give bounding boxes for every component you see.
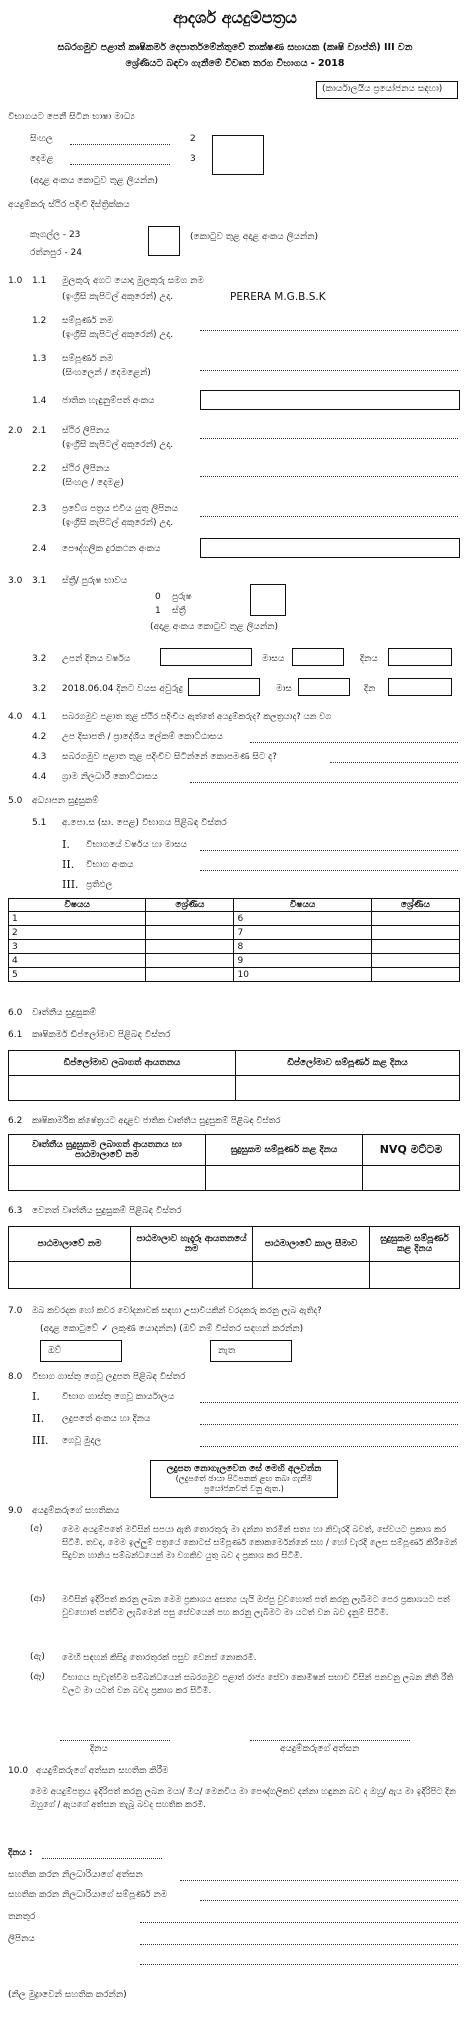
attest-heading: අයදුම්කරුගේ අත්සන සහතික කිරීම (36, 1766, 169, 1776)
age-day-box[interactable] (388, 678, 452, 696)
grade-cell[interactable] (146, 926, 234, 940)
sec-6-3-num: 6.3 (8, 1206, 23, 1216)
name-initials-label: මුලකුරු අගට යොදා මුලකුරු සමග නම (62, 276, 204, 286)
female-code: 1 (155, 606, 161, 616)
office-use-label: (කාර්යාලයීය ප්‍රයෝජනය සඳහා) (322, 84, 443, 94)
table-row (9, 926, 460, 940)
grade-text: III වන (384, 42, 413, 53)
decl-signature-field[interactable] (250, 1740, 410, 1741)
decl-d-num: (ඈ) (30, 1672, 45, 1682)
ol-i1-num: I. (62, 838, 70, 851)
age-month-box[interactable] (298, 678, 350, 696)
si-ta-label: (සිංහලෙන් / දෙමළෙන්) (62, 368, 151, 378)
nvq-date-cell[interactable] (206, 1166, 363, 1191)
ol-index-field[interactable] (200, 870, 458, 871)
grade-cell[interactable] (371, 912, 459, 926)
attest-body: මෙම අයදුම්පත්‍රය ඉදිරිපත් කරනු ලබන මයා/ මිය/ මෙනවිය මා පෞද්ගලිකව දන්නා හඳුනන බව ද ඔහු/ ඇය මා ඉදිරිපිට දින ඔහුගේ / ඇයගේ අත්සන තැබූ බවද සහතික කරමි. (30, 1787, 456, 1810)
gender-note: (අදාළ අංකය කොටුව තුළ ලියන්න) (150, 622, 278, 632)
notice-line2: (ලදුපතේ ඡායා පිටපතක් ළඟ තබා ගැනීම ප්‍රයෝජනවත් වනු ඇත.) (175, 1474, 313, 1493)
diploma-date-header: ඩිප්ලෝමාව සම්පූර්ණ කළ දිනය (236, 1051, 460, 1076)
cert-name-label: සහතික කරන නිලධාරියාගේ සම්පූර්ණ නම (8, 1890, 168, 1900)
ol-year-field[interactable] (200, 850, 458, 851)
district-opt1: කෑගල්ල - 23 (30, 230, 81, 240)
nvq-institute-cell[interactable] (9, 1166, 206, 1191)
fee-heading: විභාග ගාස්තු ගෙවූ ලදුපත පිළිබඳ විස්තර (32, 1372, 186, 1382)
sec-6-1-num: 6.1 (8, 1030, 23, 1040)
sec-4-4-num: 4.4 (32, 772, 47, 782)
age-label: 2018.06.04 දිනට වයස අවුරුදු (62, 684, 183, 694)
q42-field[interactable] (250, 742, 458, 743)
table-row (9, 968, 460, 982)
course-name-cell[interactable] (9, 1262, 131, 1289)
attest-date-field[interactable] (42, 1858, 162, 1859)
gender-input-box[interactable] (250, 584, 286, 616)
diploma-table (8, 1050, 460, 1101)
grade-cell[interactable] (146, 954, 234, 968)
district-heading: අයදුම්කරු ස්ථිර පදිංචි දිස්ත්‍රික්කය (8, 200, 130, 210)
sec-10-num: 10.0 (8, 1766, 29, 1776)
postal-field[interactable] (200, 516, 458, 517)
cert-address-label: ලිපිනය (8, 1934, 35, 1944)
addr-en-label: ස්ථිර ලිපිනය (62, 426, 110, 436)
phone-label: පෞද්ගලික දුරකථන අංකය (62, 544, 161, 554)
ol-results-table (8, 898, 460, 982)
medium-note: (අදාළ අංකය කොටුව තුළ ලියන්න) (30, 176, 158, 186)
full-name-si-label: සම්පූර්ණ නම (62, 354, 114, 364)
district-input-box[interactable] (148, 226, 180, 256)
fee-office-field[interactable] (200, 1402, 458, 1403)
sec-4-num: 4.0 (8, 712, 23, 722)
phone-input-box[interactable] (200, 538, 460, 558)
district-opt2: රත්නපුර - 24 (30, 248, 83, 258)
addr-en-field[interactable] (200, 438, 458, 439)
notice-line1: ලදුපත නොගැලවෙන සේ මෙහි අලවන්න (166, 1464, 322, 1474)
age-month-label: මාස (276, 684, 292, 694)
dob-day-box[interactable] (388, 648, 452, 666)
sec-2-1-num: 2.1 (32, 426, 47, 436)
row-num: 5 (9, 968, 146, 982)
course-duration-cell[interactable] (253, 1262, 370, 1289)
sec-3-1-num: 3.1 (32, 576, 47, 586)
dob-month-box[interactable] (292, 648, 344, 666)
sec-1-4-num: 1.4 (32, 396, 47, 406)
course-duration-header: පාඨමාලාවේ කාල සීමාව (253, 1227, 370, 1262)
female-label: ස්ත්‍රී (172, 606, 186, 616)
conviction-note: (අදාළ කොටුවේ ✓ ලකුණ යොදන්න) (ඔව් නම් විස්තර සඳහන් කරන්න) (40, 1324, 304, 1334)
english-caps-label-2: (ඉංග්‍රීසි කැපිටල් අකුරෙන්) උදා. (62, 330, 174, 340)
row-num: 10 (234, 968, 371, 982)
designation-label: තනතුර (8, 1912, 36, 1922)
row-num: 7 (234, 926, 371, 940)
english-caps-label: (ඉංග්‍රීසි කැපිටල් අකුරෙන්) උදා. (62, 292, 174, 302)
fee-amount-field[interactable] (200, 1446, 458, 1447)
row-num: 9 (234, 954, 371, 968)
decl-c-num: (ඇ) (30, 1652, 45, 1662)
sec-5-num: 5.0 (8, 796, 23, 806)
q44-label: ග්‍රාම නිලධාරී කොට්ඨාසය (62, 772, 158, 782)
male-code: 0 (155, 592, 161, 602)
sec-1-num: 1.0 (8, 276, 23, 286)
sec-4-3-num: 4.3 (32, 752, 47, 762)
sec-4-1-num: 4.1 (32, 712, 47, 722)
fee-office-label: විභාග ගාස්තු ගෙවූ කාර්යාලය (62, 1392, 175, 1402)
medium-opt1-code: 2 (190, 134, 196, 144)
row-num: 8 (234, 940, 371, 954)
row-num: 6 (234, 912, 371, 926)
nvq-label: කෘෂිකාර්මික ක්ෂේත්‍රයට අදාළව ජාතික වෘත්තීය සුදුසුකම් පිළිබඳ විස්තර (32, 1116, 281, 1126)
declaration-heading: අයදුම්කරුගේ සහතිකය (32, 1506, 120, 1516)
col-grade-2: ශ්‍රේණිය (371, 899, 459, 912)
full-name-si-field[interactable] (200, 370, 458, 371)
grade-cell[interactable] (371, 940, 459, 954)
sec-3-2b-num: 3.2 (32, 684, 47, 694)
designation-field[interactable] (140, 1922, 458, 1923)
sec-6-num: 6.0 (8, 1008, 23, 1018)
sec-2-2-num: 2.2 (32, 464, 47, 474)
male-label: පුරුෂ (172, 592, 192, 602)
fee-i3-num: III. (32, 1434, 49, 1447)
medium-input-box[interactable] (212, 135, 264, 175)
sec-8-num: 8.0 (8, 1372, 23, 1382)
nvq-date-header: සුදුසුකම සම්පූර්ණ කළ දිනය (206, 1135, 363, 1166)
decl-b-num: (ආ) (30, 1594, 46, 1604)
grade-cell[interactable] (371, 954, 459, 968)
q42-label: උප දිසාපති / ප්‍රාදේශීය ලේකම් කොට්ඨාසය (62, 732, 223, 742)
sec-4-2-num: 4.2 (32, 732, 47, 742)
other-qual-table (8, 1226, 460, 1289)
row-num: 1 (9, 912, 146, 926)
addr-si-note: (සිංහල / දෙමළ) (62, 478, 124, 488)
fee-i2-num: II. (32, 1412, 45, 1425)
ol-result-label: ප්‍රතිඵල (86, 880, 113, 890)
cert-address-field[interactable] (140, 1944, 458, 1945)
ol-index-label: විභාග අංකය (86, 860, 134, 870)
nic-input-box[interactable] (200, 390, 460, 410)
medium-opt2-code: 3 (190, 154, 196, 164)
q41-label: සබරගමුව පළාත තුළ ස්ථිර පදිංචිය ඇත්තේ අයදුම්කරුද? කලත්‍රයාද? යන වග (62, 712, 332, 722)
gender-label: ස්ත්‍රී/ පුරුෂ භාවය (62, 576, 128, 586)
course-institute-cell[interactable] (131, 1262, 253, 1289)
dob-year-box[interactable] (160, 648, 252, 666)
medium-opt2: දෙමළ (30, 154, 54, 164)
no-label: නැත (218, 1346, 236, 1356)
ol-i2-num: II. (62, 858, 75, 871)
medium-opt1: සිංහල (30, 134, 53, 144)
cert-sig-label: සහතික කරන නිලධාරියාගේ අත්සන (8, 1870, 143, 1880)
sec-7-num: 7.0 (8, 1306, 23, 1316)
ol-i3-num: III. (62, 878, 79, 891)
q44-field[interactable] (190, 782, 458, 783)
form-subtitle-1 (20, 40, 450, 55)
decl-a-num: (අ) (30, 1524, 43, 1534)
addr-en-caps: (ඉංග්‍රීසි කැපිටල් අකුරෙන්) උදා. (62, 440, 174, 450)
postal-caps: (ඉංග්‍රීසි කැපිටල් අකුරෙන්) උදා. (62, 518, 174, 528)
nvq-level-cell[interactable] (363, 1166, 460, 1191)
col-grade-1: ශ්‍රේණිය (146, 899, 234, 912)
nvq-institute-header: වෘත්තීය සුදුසුකම ලබාගත් ආයතනය හා පාඨමාලාවේ නම (9, 1135, 206, 1166)
education-heading: අධ්‍යාපන සුදුසුකම් (32, 796, 99, 806)
sec-3-2a-num: 3.2 (32, 654, 47, 664)
ol-details-label: අ.පො.ස (සා. පෙළ) විභාගය පිළිබඳ විස්තර (62, 818, 227, 828)
fee-receipt-field[interactable] (200, 1424, 458, 1425)
sec-2-num: 2.0 (8, 426, 23, 436)
subtitle-text: සබරගමුව පළාත් කෘෂිකර්ම දෙපාර්තමේන්තුවේ තාක්ෂණ සහායක (කෘෂි ව්‍යාප්ති) (57, 42, 381, 53)
other-qual-label: වෙනත් වෘත්තීය සුදුසුකම් පිළිබඳ විස්තර (32, 1206, 182, 1216)
fee-i1-num: I. (32, 1390, 40, 1403)
diploma-institute-header: ඩිප්ලෝමාව ලබාගත් ආයතනය (9, 1051, 236, 1076)
full-name-label: සම්පූර්ණ නම (62, 316, 114, 326)
sec-1-3-num: 1.3 (32, 354, 47, 364)
sec-1-1-num: 1.1 (32, 276, 47, 286)
cert-address-field-2[interactable] (140, 1964, 458, 1965)
grade-cell[interactable] (371, 968, 459, 982)
vocational-heading: වෘත්තීය සුදුසුකම් (32, 1008, 97, 1018)
sec-2-4-num: 2.4 (32, 544, 47, 554)
conviction-question: ඔබ කවරදක හෝ කවර චෝදනාවක් සඳහා උසාවියකින් වරදකරු කරනු ලැබ ඇතිද? (32, 1306, 322, 1316)
district-note: (කොටුව තුළ අදාළ අංකය ලියන්න) (190, 232, 318, 242)
col-subject-2: විෂයය (234, 899, 371, 912)
nvq-level-header: NVQ මට්ටම (363, 1135, 460, 1166)
decl-b-text: මවිසින් ඉදිරිපත් කරනු ලබන මෙම ප්‍රකාශය අසත්‍ය යැයි ඔප්පු වුවහොත් පත් කරනු ලැබීමට පෙර ප්‍රකාශයට පත් වුවහොත් පත්වීම ලැබීමෙන් පසු සේවයෙන් පහ කරනු ලැබීමට මා යටත් වන බව දැනුම් සිටිමි. (62, 1595, 450, 1618)
attest-date-label: දිනය : (8, 1848, 33, 1858)
dob-day-label: දිනය (360, 654, 378, 664)
ol-year-label: විභාගයේ වර්ෂය හා මාසය (86, 840, 188, 850)
course-name-header: පාඨමාලාවේ නම (9, 1227, 131, 1262)
nvq-table (8, 1134, 460, 1191)
medium-heading: විභාගයට පෙනී සිටින භාෂා මාධ්‍ය (8, 112, 135, 122)
decl-d-text: විභාගය පැවැත්වීම සම්බන්ධයෙන් සබරගමුව පළාත් රාජ්‍ය සේවා කොමිෂන් සභාව විසින් පනවනු ලබන නීති රීති වලට මා යටත් වන බවද ප්‍රකාශ කර සිටිමි. (62, 1673, 454, 1696)
q43-label: සබරගමුව පළාත තුළ පදිංචිව සිටින්නේ කොපමණ සිට ද? (62, 752, 277, 762)
dob-label: උපන් දිනය වර්ෂය (62, 654, 131, 664)
col-subject-1: විෂයය (9, 899, 146, 912)
sec-2-3-num: 2.3 (32, 504, 47, 514)
decl-a-text: මෙම අයදුම්පතේ මවිසින් සපයා ඇති තොරතුරු මා දන්නා තරමින් සත්‍ය හා නිවැරදි බවත්, සේවයට ප්‍රකාශ කර සිටිමි. තවද, මෙම ඉල්ලුම් පත්‍රයේ කොටස් සම්පූර්ණ කොකර්මෙන්නේ සහ / හෝ වැරදි ලෙස සම්පූර්ණ කිරීමෙන් සිදුවන හානිය සම්බන්ධයෙන් මා වගකිව යුතු බව ද ප්‍රකාශ කර සිටිමි. (62, 1525, 457, 1561)
diploma-institute-cell[interactable] (9, 1076, 236, 1101)
row-num: 3 (9, 940, 146, 954)
decl-date-field[interactable] (60, 1740, 170, 1741)
row-num: 2 (9, 926, 146, 940)
grade-cell[interactable] (146, 912, 234, 926)
fee-receipt-label: ලදුපතේ අංකය හා දිනය (62, 1414, 151, 1424)
sec-1-2-num: 1.2 (32, 316, 47, 326)
grade-cell[interactable] (371, 926, 459, 940)
sec-3-num: 3.0 (8, 576, 23, 586)
grade-cell[interactable] (146, 968, 234, 982)
yes-label: ඔව් (48, 1346, 62, 1356)
sec-5-1-num: 5.1 (32, 818, 47, 828)
table-row (9, 954, 460, 968)
nic-label: ජාතික හැඳුනුම්පත් අංකය (62, 396, 155, 406)
age-year-box[interactable] (188, 678, 260, 696)
postal-label: ප්‍රවේශ පත්‍රය එවිය යුතු ලිපිනය (62, 504, 178, 514)
cert-name-field[interactable] (200, 1900, 458, 1901)
diploma-date-cell[interactable] (236, 1076, 460, 1101)
addr-si-label: ස්ථිර ලිපිනය (62, 464, 110, 474)
sec-6-2-num: 6.2 (8, 1116, 23, 1126)
full-name-field[interactable] (200, 330, 458, 331)
receipt-notice (150, 1460, 338, 1498)
form-title: ආදර්ශ අයදුම්පත්‍රය (173, 8, 297, 27)
grade-cell[interactable] (146, 940, 234, 954)
cert-sig-field[interactable] (180, 1880, 458, 1881)
table-row (9, 912, 460, 926)
table-row (9, 940, 460, 954)
course-date-header: සුදුසුකම සම්පූර්ණ කළ දිනය (370, 1227, 460, 1262)
form-subtitle-2: ශ්‍රේණියට බඳවා ගැනීමේ විවෘත තරග විභාගය - 2018 (125, 58, 345, 69)
row-num: 4 (9, 954, 146, 968)
table-header-row (9, 899, 460, 912)
dob-month-label: මාසය (262, 654, 285, 664)
diploma-label: කෘෂිකර්ම ඩිප්ලෝමාව පිළිබඳ විස්තර (32, 1030, 171, 1040)
decl-date-label: දිනය (90, 1744, 108, 1754)
addr-si-field[interactable] (200, 476, 458, 477)
seal-note: (නිල මුද්‍රාවෙන් සහතික කරන්න) (8, 1990, 127, 2000)
course-institute-header: පාඨමාලාව හැදෑරූ ආයතනයේ නම (131, 1227, 253, 1262)
decl-c-text: මෙහි සඳහන් කිසිදු තොරතුරක් පසුව වෙනස් නොකරමි. (62, 1653, 257, 1663)
sec-9-num: 9.0 (8, 1506, 23, 1516)
course-date-cell[interactable] (370, 1262, 460, 1289)
decl-signature-label: අයදුම්කරුගේ අත්සන (280, 1744, 360, 1754)
q43-field[interactable] (330, 762, 458, 763)
name-example: PERERA M.G.B.S.K (230, 291, 326, 303)
age-day-label: දින (364, 684, 376, 694)
fee-amount-label: ගෙවූ මුදල (62, 1436, 102, 1446)
